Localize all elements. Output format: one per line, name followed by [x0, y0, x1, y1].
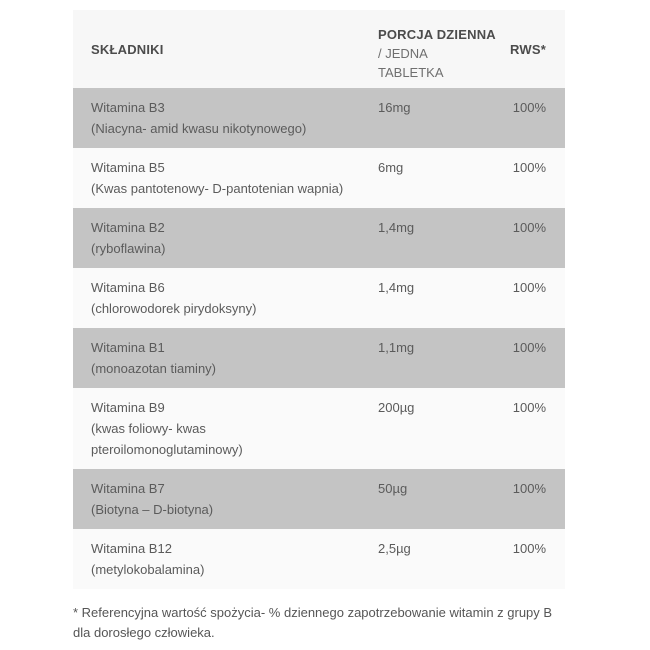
- header-portion-line2: / JEDNA: [378, 46, 428, 61]
- table-row: [73, 469, 565, 529]
- amount-value: 1,1mg: [378, 340, 415, 355]
- amount-value: 16mg: [378, 100, 411, 115]
- amount-cell: [378, 157, 498, 199]
- table-row: [73, 268, 565, 328]
- rws-cell: [498, 397, 565, 460]
- footnote: * Referencyjna wartość spożycia- % dziennego zapotrzebowanie witamin z grupy B dla dorosłego człowieka.: [73, 605, 553, 640]
- table-header-row: [73, 10, 565, 88]
- header-ingredients-label: SKŁADNIKI: [91, 41, 164, 57]
- nutrition-table: [73, 10, 565, 589]
- amount-value: 6mg: [378, 160, 404, 175]
- ingredient-cell: [73, 97, 378, 139]
- ingredient-detail: (metylokobalamina): [91, 562, 205, 577]
- ingredient-name: Witamina B7: [91, 481, 165, 496]
- ingredient-cell: [73, 337, 378, 379]
- header-portion-line3: TABLETKA: [378, 65, 444, 80]
- ingredient-name: Witamina B9: [91, 400, 165, 415]
- ingredient-name: Witamina B3: [91, 100, 165, 115]
- rws-value: 100%: [512, 481, 546, 496]
- ingredient-name: Witamina B5: [91, 160, 165, 175]
- amount-value: 200µg: [378, 400, 415, 415]
- table-row: [73, 88, 565, 148]
- table-row: [73, 208, 565, 268]
- ingredient-cell: [73, 217, 378, 259]
- rws-cell: [498, 97, 565, 139]
- ingredient-detail: (kwas foliowy- kwas pteroilomonoglutaminowy): [91, 421, 243, 457]
- table-row: [73, 148, 565, 208]
- table-row: [73, 328, 565, 388]
- amount-cell: [378, 478, 498, 520]
- rws-value: 100%: [512, 160, 546, 175]
- amount-cell: [378, 397, 498, 460]
- ingredient-name: Witamina B1: [91, 340, 165, 355]
- table-body: [73, 88, 565, 589]
- amount-cell: [378, 217, 498, 259]
- ingredient-detail: (Niacyna- amid kwasu nikotynowego): [91, 121, 307, 136]
- ingredient-name: Witamina B2: [91, 220, 165, 235]
- ingredient-detail: (monoazotan tiaminy): [91, 361, 216, 376]
- rws-cell: [498, 217, 565, 259]
- ingredient-detail: (chlorowodorek pirydoksyny): [91, 301, 257, 316]
- rws-value: 100%: [512, 280, 546, 295]
- ingredient-name: Witamina B6: [91, 280, 165, 295]
- amount-value: 1,4mg: [378, 280, 415, 295]
- ingredient-cell: [73, 478, 378, 520]
- rws-cell: [498, 538, 565, 580]
- ingredient-name: Witamina B12: [91, 541, 172, 556]
- rws-value: 100%: [512, 340, 546, 355]
- amount-value: 2,5µg: [378, 541, 411, 556]
- ingredient-cell: [73, 397, 378, 460]
- rws-cell: [498, 157, 565, 199]
- amount-cell: [378, 97, 498, 139]
- table-row: [73, 388, 565, 469]
- amount-value: 1,4mg: [378, 220, 415, 235]
- rws-value: 100%: [512, 541, 546, 556]
- ingredient-detail: (ryboflawina): [91, 241, 166, 256]
- rws-value: 100%: [512, 220, 546, 235]
- ingredient-detail: (Biotyna – D-biotyna): [91, 502, 214, 517]
- rws-value: 100%: [512, 100, 546, 115]
- ingredient-cell: [73, 157, 378, 199]
- ingredient-cell: [73, 277, 378, 319]
- amount-cell: [378, 277, 498, 319]
- amount-cell: [378, 538, 498, 580]
- header-rws-label: RWS*: [510, 41, 546, 57]
- ingredient-cell: [73, 538, 378, 580]
- rws-cell: [498, 277, 565, 319]
- rws-cell: [498, 478, 565, 520]
- header-portion-line1: PORCJA DZIENNA: [378, 27, 496, 42]
- table-row: [73, 529, 565, 589]
- header-rws-cell: [498, 10, 565, 88]
- header-portion-cell: [378, 10, 498, 88]
- ingredient-detail: (Kwas pantotenowy- D-pantotenian wapnia): [91, 181, 344, 196]
- amount-cell: [378, 337, 498, 379]
- rws-cell: [498, 337, 565, 379]
- rws-value: 100%: [512, 400, 546, 415]
- amount-value: 50µg: [378, 481, 408, 496]
- header-ingredients-cell: [73, 10, 378, 88]
